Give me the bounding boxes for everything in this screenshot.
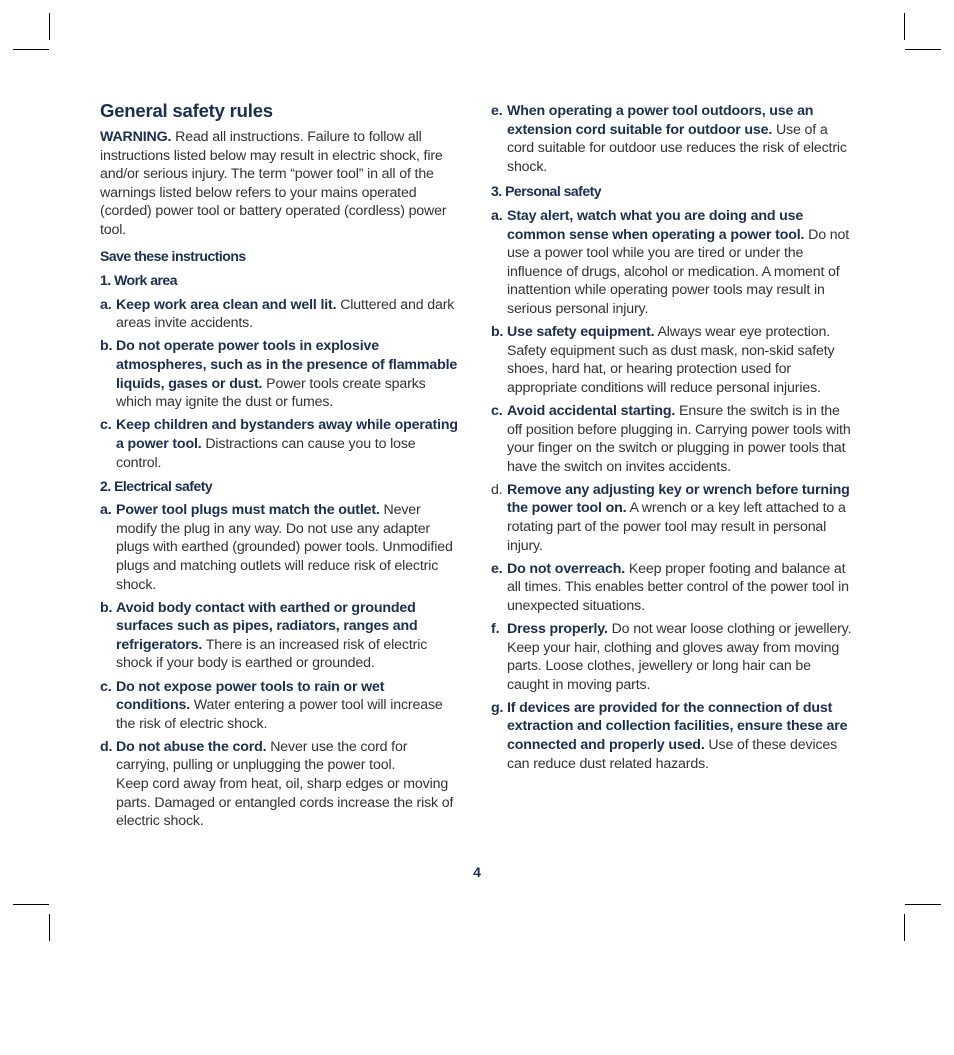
item-label: a. bbox=[100, 296, 112, 313]
item-label: d. bbox=[100, 738, 113, 755]
item-bold: Stay alert, watch what you are doing and use common sense when operating a power tool. bbox=[507, 207, 805, 243]
crop-mark-bottom-left-h bbox=[13, 904, 49, 905]
item-text: Power tools create sparks which may ignite the dust or fumes. bbox=[116, 375, 426, 411]
page-number: 4 bbox=[473, 864, 481, 880]
item-text: Cluttered and dark areas invite accidents. bbox=[116, 296, 455, 332]
item-label: a. bbox=[491, 207, 503, 224]
crop-mark-bottom-right-v bbox=[904, 914, 905, 941]
item-bold: When operating a power tool outdoors, use an extension cord suitable for outdoor use. bbox=[507, 103, 814, 138]
list-item bbox=[100, 738, 462, 831]
item-bold: If devices are provided for the connection of dust extraction and collection facilities, ensure these are connected and properly used. bbox=[507, 699, 848, 753]
list-item bbox=[100, 337, 462, 411]
crop-mark-top-left-v bbox=[49, 13, 50, 40]
item-label: c. bbox=[100, 678, 112, 695]
item-label: b. bbox=[100, 338, 113, 355]
work-area-heading: 1. Work area bbox=[100, 272, 178, 289]
crop-mark-bottom-right-h bbox=[905, 904, 941, 905]
warning-label: WARNING. bbox=[100, 129, 172, 145]
item-text: Use of these devices can reduce dust related hazards. bbox=[507, 737, 838, 772]
item-label: c. bbox=[100, 417, 112, 434]
crop-mark-top-right-h bbox=[905, 49, 941, 50]
crop-mark-top-right-v bbox=[904, 13, 905, 40]
list-item bbox=[491, 207, 855, 319]
item-text: Do not use a power tool while you are tired or under the influence of drugs, alcohol or medication. A moment of inattention while operating power tools may result in serious personal injury. bbox=[507, 226, 850, 317]
item-label: d. bbox=[491, 481, 503, 498]
item-text: Use of a cord suitable for outdoor use reduces the risk of electric shock. bbox=[507, 121, 847, 175]
item-text: A wrench or a key left attached to a rotating part of the power tool may result in personal injury. bbox=[507, 500, 846, 554]
item-bold: Do not operate power tools in explosive atmospheres, such as in the presence of flammable liquids, gases or dust. bbox=[116, 338, 458, 392]
list-item bbox=[100, 599, 462, 673]
item-label: a. bbox=[100, 502, 112, 519]
item-bold: Avoid body contact with earthed or grounded surfaces such as pipes, radiators, ranges and refrigerators. bbox=[116, 599, 418, 653]
list-item bbox=[491, 481, 855, 555]
crop-mark-top-left-h bbox=[13, 49, 49, 50]
item-bold: Avoid accidental starting. bbox=[507, 402, 676, 419]
list-item bbox=[491, 620, 855, 694]
warning-paragraph bbox=[100, 128, 462, 240]
item-bold: Do not overreach. bbox=[507, 560, 626, 577]
item-bold: Dress properly. bbox=[507, 620, 608, 637]
item-bold: Use safety equipment. bbox=[507, 324, 655, 341]
item-bold: Keep work area clean and well lit. bbox=[116, 296, 337, 313]
list-item bbox=[100, 296, 462, 333]
item-text-continued: Keep cord away from heat, oil, sharp edges or moving parts. Damaged or entangled cords increase the risk of electric shock. bbox=[116, 776, 454, 830]
item-label: e. bbox=[491, 560, 503, 577]
list-item bbox=[100, 416, 462, 472]
item-bold: Power tool plugs must match the outlet. bbox=[116, 502, 380, 519]
list-item bbox=[491, 402, 855, 476]
list-item bbox=[491, 323, 855, 397]
item-label: g. bbox=[491, 699, 504, 716]
item-text: Always wear eye protection. Safety equipment such as dust mask, non-skid safety shoes, hard hat, or hearing protection used for appropriate conditions will reduce personal injuries. bbox=[507, 324, 835, 396]
list-item bbox=[100, 501, 462, 594]
personal-safety-heading: 3. Personal safety bbox=[491, 183, 602, 200]
list-item bbox=[100, 678, 462, 734]
list-item bbox=[491, 699, 855, 773]
right-column bbox=[491, 102, 855, 778]
item-bold: Keep children and bystanders away while operating a power tool. bbox=[116, 417, 458, 452]
item-label: b. bbox=[491, 324, 504, 341]
item-text: Never modify the plug in any way. Do not use any adapter plugs with earthed (grounded) power tools. Unmodified plugs and matching outlets will reduce risk of electric shock. bbox=[116, 502, 453, 593]
item-text: Ensure the switch is in the off position before plugging in. Carrying power tools with your finger on the switch or plugging in power tools that have the switch on invites accidents. bbox=[507, 402, 851, 475]
electrical-safety-heading: 2. Electrical safety bbox=[100, 477, 213, 494]
item-bold: Do not expose power tools to rain or wet conditions. bbox=[116, 678, 385, 714]
item-bold: Remove any adjusting key or wrench before turning the power tool on. bbox=[507, 481, 850, 517]
item-text: Never use the cord for carrying, pulling or unplugging the power tool. bbox=[116, 738, 408, 774]
warning-text: Read all instructions. Failure to follow all instructions listed below may result in electric shock, fire and/or serious injury. The term “power tool” in all of the warnings listed below refers to your mains operated (corded) power tool or battery operated (cordless) power tool. bbox=[100, 129, 447, 238]
item-text: There is an increased risk of electric shock if your body is earthed or grounded. bbox=[116, 636, 428, 672]
item-label: f. bbox=[491, 620, 500, 637]
page-title: General safety rules bbox=[100, 100, 273, 121]
item-bold: Do not abuse the cord. bbox=[116, 738, 267, 755]
item-label: b. bbox=[100, 599, 113, 616]
item-text: Distractions can cause you to lose control. bbox=[116, 435, 416, 471]
crop-mark-bottom-left-v bbox=[49, 914, 50, 941]
item-text: Keep proper footing and balance at all times. This enables better control of the power tool in unexpected situations. bbox=[507, 560, 849, 614]
save-instructions-heading: Save these instructions bbox=[100, 247, 246, 264]
item-label: c. bbox=[491, 402, 503, 419]
item-text: Do not wear loose clothing or jewellery. Keep your hair, clothing and gloves away from moving parts. Loose clothes, jewellery or long hair can be caught in moving parts. bbox=[507, 620, 852, 693]
item-text: Water entering a power tool will increase the risk of electric shock. bbox=[116, 697, 443, 732]
item-label: e. bbox=[491, 103, 503, 119]
list-item bbox=[491, 560, 855, 616]
list-item bbox=[491, 102, 855, 176]
left-column bbox=[100, 100, 462, 835]
